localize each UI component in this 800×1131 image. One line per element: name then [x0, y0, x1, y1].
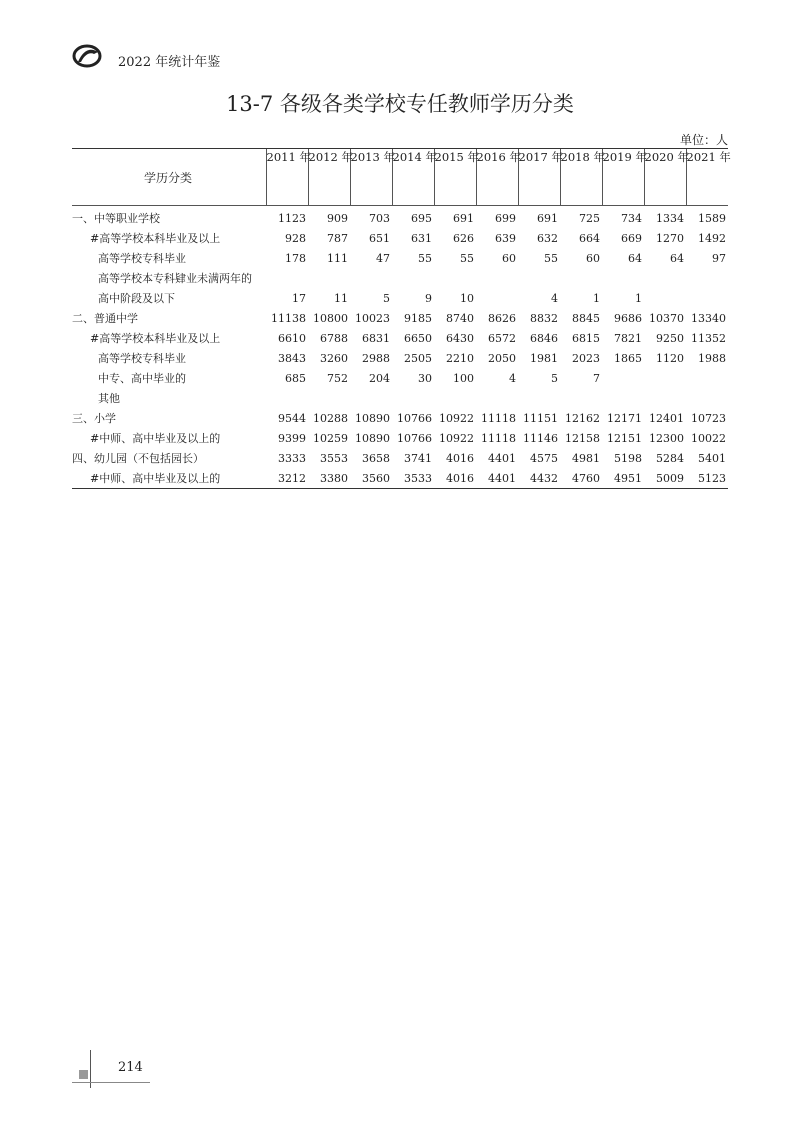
table-row: [72, 408, 728, 428]
value-cell: [518, 268, 560, 288]
value-cell: 631: [411, 231, 432, 245]
value-cell: 1120: [656, 351, 684, 365]
value-cell: [602, 268, 644, 288]
value-cell: 734: [621, 211, 642, 225]
value-cell: 11118: [481, 411, 516, 425]
value-cell: 703: [369, 211, 390, 225]
table-row: [72, 206, 728, 229]
value-cell: 1981: [530, 351, 558, 365]
value-cell: 639: [495, 231, 516, 245]
value-cell: 11151: [523, 411, 558, 425]
row-label: 高等学校本专科肄业未满两年的: [98, 272, 252, 285]
value-cell: 100: [453, 371, 474, 385]
value-cell: [560, 268, 602, 288]
value-cell: 10259: [313, 431, 348, 445]
value-cell: 4: [509, 371, 516, 385]
value-cell: 3658: [362, 451, 390, 465]
value-cell: [560, 388, 602, 408]
table-row: [72, 228, 728, 248]
value-cell: 2210: [446, 351, 474, 365]
table-row: [72, 288, 728, 308]
table-row: [72, 328, 728, 348]
row-label: 中专、高中毕业的: [98, 372, 186, 385]
value-cell: [644, 288, 686, 308]
column-header-category: 学历分类: [72, 149, 266, 206]
value-cell: 12162: [565, 411, 600, 425]
value-cell: 60: [502, 251, 516, 265]
value-cell: 10890: [355, 431, 390, 445]
value-cell: 9544: [278, 411, 306, 425]
table-row: [72, 428, 728, 448]
value-cell: 10766: [397, 411, 432, 425]
value-cell: [350, 268, 392, 288]
value-cell: 64: [670, 251, 684, 265]
value-cell: 8626: [488, 311, 516, 325]
value-cell: 3212: [266, 468, 308, 489]
row-label: #中师、高中毕业及以上的: [72, 468, 266, 489]
table-row: [72, 368, 728, 388]
value-cell: 6788: [320, 331, 348, 345]
value-cell: 632: [537, 231, 558, 245]
yearbook-logo-icon: [72, 44, 102, 68]
yearbook-title: 2022 年统计年鉴: [118, 55, 221, 70]
column-header-year: 2013 年: [350, 149, 392, 206]
value-cell: 3560: [350, 468, 392, 489]
value-cell: 6430: [446, 331, 474, 345]
footer-square-icon: [79, 1070, 88, 1079]
value-cell: [350, 388, 392, 408]
row-label: 高等学校专科毕业: [98, 252, 186, 265]
value-cell: 5123: [686, 468, 728, 489]
value-cell: 3533: [392, 468, 434, 489]
value-cell: 6846: [530, 331, 558, 345]
value-cell: 9399: [278, 431, 306, 445]
value-cell: [476, 288, 518, 308]
value-cell: 55: [418, 251, 432, 265]
value-cell: 4760: [560, 468, 602, 489]
value-cell: 10: [460, 291, 474, 305]
table-row: [72, 448, 728, 468]
row-label: #高等学校本科毕业及以上: [90, 232, 221, 245]
value-cell: 6831: [362, 331, 390, 345]
value-cell: [518, 388, 560, 408]
row-label: #中师、高中毕业及以上的: [90, 432, 221, 445]
table-header-row: [72, 149, 728, 206]
value-cell: 3553: [320, 451, 348, 465]
row-label: 高等学校专科毕业: [98, 352, 186, 365]
value-cell: 2023: [572, 351, 600, 365]
value-cell: 3333: [278, 451, 306, 465]
value-cell: 5: [383, 291, 390, 305]
teacher-education-table: [72, 148, 731, 489]
value-cell: [392, 388, 434, 408]
value-cell: 725: [579, 211, 600, 225]
value-cell: 651: [369, 231, 390, 245]
row-label: 其他: [98, 392, 120, 405]
value-cell: 4016: [434, 468, 476, 489]
value-cell: 9250: [656, 331, 684, 345]
row-label: 三、小学: [72, 412, 116, 425]
table-row: [72, 348, 728, 368]
value-cell: 64: [628, 251, 642, 265]
value-cell: 7821: [614, 331, 642, 345]
column-header-year: 2014 年: [392, 149, 434, 206]
value-cell: 10766: [397, 431, 432, 445]
value-cell: 3260: [320, 351, 348, 365]
value-cell: 787: [327, 231, 348, 245]
column-header-year: 2011 年: [266, 149, 308, 206]
table-title: 13-7 各级各类学校专任教师学历分类: [226, 92, 574, 116]
value-cell: 10370: [649, 311, 684, 325]
value-cell: 13340: [691, 311, 726, 325]
value-cell: 1: [593, 291, 600, 305]
value-cell: 10288: [313, 411, 348, 425]
value-cell: 8832: [530, 311, 558, 325]
value-cell: [434, 388, 476, 408]
value-cell: [266, 388, 308, 408]
value-cell: 695: [411, 211, 432, 225]
column-header-year: 2021 年: [686, 149, 728, 206]
value-cell: 7: [593, 371, 600, 385]
value-cell: 4575: [530, 451, 558, 465]
value-cell: 6610: [278, 331, 306, 345]
value-cell: 928: [285, 231, 306, 245]
value-cell: 4401: [476, 468, 518, 489]
value-cell: 1: [635, 291, 642, 305]
value-cell: 5: [551, 371, 558, 385]
value-cell: 11138: [271, 311, 306, 325]
value-cell: [392, 268, 434, 288]
value-cell: [686, 268, 728, 288]
value-cell: [434, 268, 476, 288]
value-cell: [644, 368, 686, 388]
value-cell: 664: [579, 231, 600, 245]
value-cell: 4981: [572, 451, 600, 465]
value-cell: [686, 388, 728, 408]
value-cell: 6650: [404, 331, 432, 345]
value-cell: [308, 268, 350, 288]
value-cell: 10922: [439, 431, 474, 445]
column-header-year: 2017 年: [518, 149, 560, 206]
table-row: [72, 248, 728, 268]
value-cell: 11118: [481, 431, 516, 445]
value-cell: 4: [551, 291, 558, 305]
value-cell: 10922: [439, 411, 474, 425]
value-cell: 11146: [523, 431, 558, 445]
value-cell: 4951: [602, 468, 644, 489]
value-cell: [266, 268, 308, 288]
value-cell: 12151: [607, 431, 642, 445]
column-header-year: 2012 年: [308, 149, 350, 206]
value-cell: [476, 388, 518, 408]
table-row: [72, 268, 728, 288]
value-cell: 8740: [446, 311, 474, 325]
row-label: #高等学校本科毕业及以上: [90, 332, 221, 345]
page-number: 214: [118, 1060, 143, 1075]
value-cell: 752: [327, 371, 348, 385]
value-cell: 11352: [691, 331, 726, 345]
value-cell: [644, 268, 686, 288]
value-cell: [686, 368, 728, 388]
value-cell: 60: [586, 251, 600, 265]
value-cell: 10023: [355, 311, 390, 325]
value-cell: 1123: [278, 211, 306, 225]
value-cell: 204: [369, 371, 390, 385]
row-label: 二、普通中学: [72, 312, 138, 325]
value-cell: 5198: [614, 451, 642, 465]
value-cell: 4401: [488, 451, 516, 465]
value-cell: 691: [537, 211, 558, 225]
value-cell: 6815: [572, 331, 600, 345]
value-cell: [602, 388, 644, 408]
value-cell: 2988: [362, 351, 390, 365]
column-header-year: 2020 年: [644, 149, 686, 206]
value-cell: 691: [453, 211, 474, 225]
value-cell: 12401: [649, 411, 684, 425]
value-cell: 11: [334, 291, 348, 305]
value-cell: 10723: [691, 411, 726, 425]
value-cell: 12158: [565, 431, 600, 445]
value-cell: 2505: [404, 351, 432, 365]
value-cell: 9185: [404, 311, 432, 325]
value-cell: 1334: [656, 211, 684, 225]
value-cell: 111: [327, 251, 348, 265]
column-header-year: 2019 年: [602, 149, 644, 206]
row-label: 高中阶段及以下: [98, 292, 175, 305]
value-cell: 12171: [607, 411, 642, 425]
value-cell: 1270: [656, 231, 684, 245]
value-cell: 97: [712, 251, 726, 265]
value-cell: 17: [292, 291, 306, 305]
row-label: 一、中等职业学校: [72, 212, 160, 225]
value-cell: 55: [460, 251, 474, 265]
table-row: [72, 388, 728, 408]
footer-rule: [72, 1082, 150, 1083]
value-cell: [476, 268, 518, 288]
column-header-year: 2018 年: [560, 149, 602, 206]
value-cell: 2050: [488, 351, 516, 365]
value-cell: [644, 388, 686, 408]
unit-label: 单位：人: [679, 133, 728, 147]
value-cell: 10890: [355, 411, 390, 425]
value-cell: 1492: [698, 231, 726, 245]
value-cell: 55: [544, 251, 558, 265]
value-cell: 9686: [614, 311, 642, 325]
table-body: [72, 206, 728, 489]
value-cell: 1589: [698, 211, 726, 225]
value-cell: 5284: [656, 451, 684, 465]
column-header-year: 2015 年: [434, 149, 476, 206]
value-cell: 4432: [518, 468, 560, 489]
value-cell: 10022: [691, 431, 726, 445]
value-cell: 5009: [644, 468, 686, 489]
value-cell: 9: [425, 291, 432, 305]
value-cell: 3380: [308, 468, 350, 489]
value-cell: 4016: [446, 451, 474, 465]
value-cell: 699: [495, 211, 516, 225]
table-row: [72, 468, 728, 489]
value-cell: 47: [376, 251, 390, 265]
value-cell: 669: [621, 231, 642, 245]
value-cell: 3843: [278, 351, 306, 365]
value-cell: 3741: [404, 451, 432, 465]
row-label: 四、幼儿园（不包括园长）: [72, 452, 204, 465]
value-cell: 12300: [649, 431, 684, 445]
value-cell: [602, 368, 644, 388]
value-cell: [686, 288, 728, 308]
value-cell: 5401: [698, 451, 726, 465]
column-header-year: 2016 年: [476, 149, 518, 206]
value-cell: 1865: [614, 351, 642, 365]
value-cell: 626: [453, 231, 474, 245]
value-cell: 8845: [572, 311, 600, 325]
value-cell: 6572: [488, 331, 516, 345]
value-cell: 909: [327, 211, 348, 225]
value-cell: [308, 388, 350, 408]
value-cell: 10800: [313, 311, 348, 325]
value-cell: 1988: [698, 351, 726, 365]
value-cell: 178: [285, 251, 306, 265]
value-cell: 30: [418, 371, 432, 385]
value-cell: 685: [285, 371, 306, 385]
table-row: [72, 308, 728, 328]
